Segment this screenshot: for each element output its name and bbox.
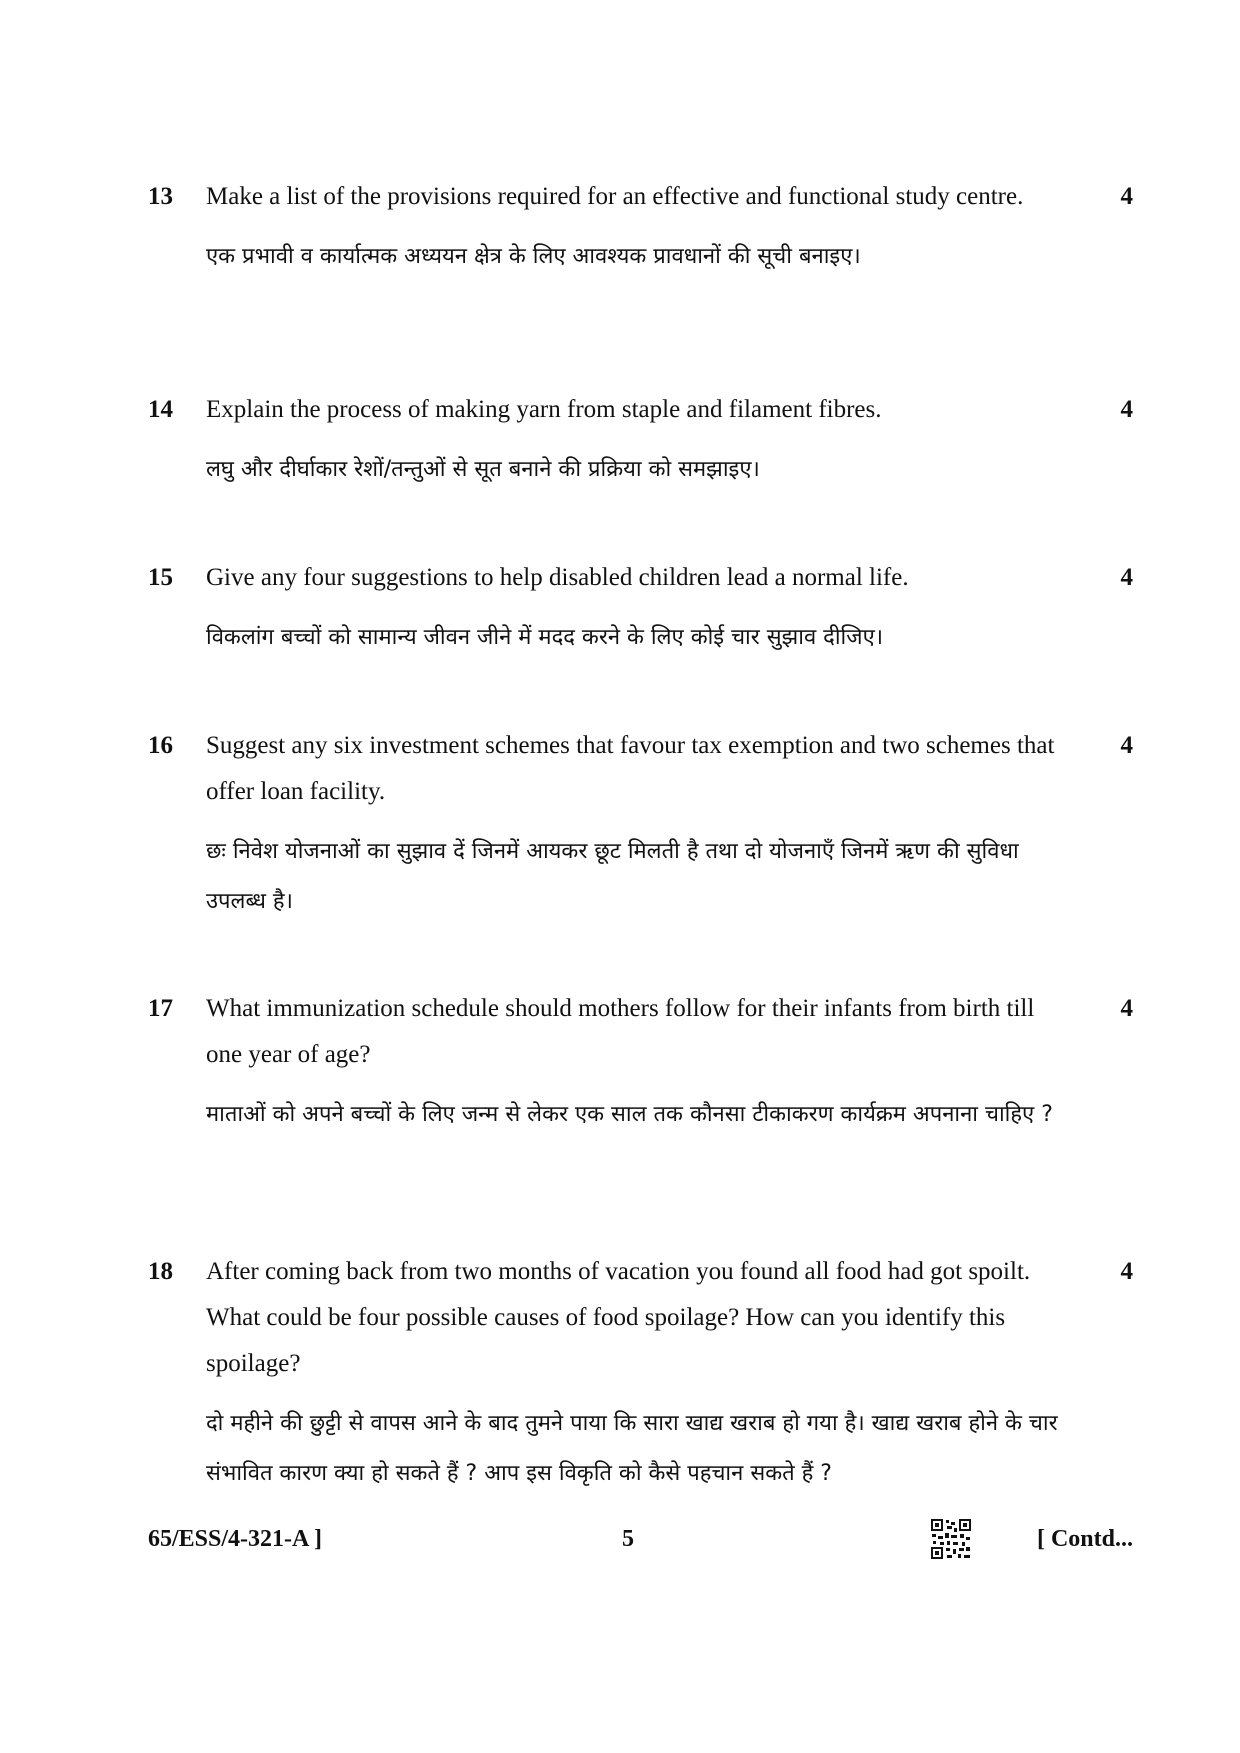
question-marks: 4 bbox=[1120, 564, 1133, 591]
continued-label: [ Contd... bbox=[1036, 1526, 1133, 1552]
question-number: 18 bbox=[148, 1258, 173, 1285]
question-16 bbox=[148, 723, 1133, 927]
qr-code-icon bbox=[930, 1518, 972, 1560]
question-14 bbox=[148, 387, 1133, 495]
page-number: 5 bbox=[622, 1526, 634, 1552]
question-text-english: After coming back from two months of vacation you found all food had got spoilt. What could be four possible causes of food spoilage? How can you identify this spoilage? bbox=[206, 1258, 1031, 1377]
question-text-hindi: एक प्रभावी व कार्यात्मक अध्ययन क्षेत्र के लिए आवश्यक प्रावधानों की सूची बनाइए। bbox=[206, 244, 861, 269]
question-marks: 4 bbox=[1120, 732, 1133, 759]
question-13 bbox=[148, 174, 1133, 282]
question-marks: 4 bbox=[1120, 396, 1133, 423]
question-text-hindi: लघु और दीर्घाकार रेशों/तन्तुओं से सूत बनाने की प्रक्रिया को समझाइए। bbox=[206, 457, 760, 482]
question-number: 16 bbox=[148, 732, 173, 759]
question-number: 15 bbox=[148, 564, 173, 591]
question-18 bbox=[148, 1249, 1133, 1499]
question-text-english: Suggest any six investment schemes that favour tax exemption and two schemes that offer loan facility. bbox=[206, 732, 1055, 805]
question-marks: 4 bbox=[1120, 995, 1133, 1022]
question-text-hindi: माताओं को अपने बच्चों के लिए जन्म से लेकर एक साल तक कौनसा टीकाकरण कार्यक्रम अपनाना चाहिए ? bbox=[206, 1102, 1053, 1127]
page-footer bbox=[148, 1518, 1133, 1568]
question-marks: 4 bbox=[1120, 183, 1133, 210]
question-text-hindi: छः निवेश योजनाओं का सुझाव दें जिनमें आयकर छूट मिलती है तथा दो योजनाएँ जिनमें ऋण की सुविधा उपलब्ध है। bbox=[206, 839, 1019, 914]
question-15 bbox=[148, 555, 1133, 663]
question-number: 14 bbox=[148, 396, 173, 423]
question-number: 13 bbox=[148, 183, 173, 210]
question-17 bbox=[148, 986, 1133, 1140]
question-text-english: Give any four suggestions to help disabled children lead a normal life. bbox=[206, 564, 909, 591]
question-text-hindi: दो महीने की छुट्टी से वापस आने के बाद तुमने पाया कि सारा खाद्य खराब हो गया है। खाद्य खराब होने के चार संभावित कारण क्या हो सकते हैं ? आप इस विकृति को कैसे पहचान सकते हैं ? bbox=[206, 1411, 1058, 1486]
question-number: 17 bbox=[148, 995, 173, 1022]
question-marks: 4 bbox=[1120, 1258, 1133, 1285]
question-text-english: Explain the process of making yarn from staple and filament fibres. bbox=[206, 396, 882, 423]
question-text-english: What immunization schedule should mothers follow for their infants from birth till one year of age? bbox=[206, 995, 1035, 1068]
paper-code: 65/ESS/4-321-A ] bbox=[148, 1526, 323, 1552]
question-text-hindi: विकलांग बच्चों को सामान्य जीवन जीने में मदद करने के लिए कोई चार सुझाव दीजिए। bbox=[206, 625, 884, 650]
question-text-english: Make a list of the provisions required for an effective and functional study centre. bbox=[206, 183, 1024, 210]
